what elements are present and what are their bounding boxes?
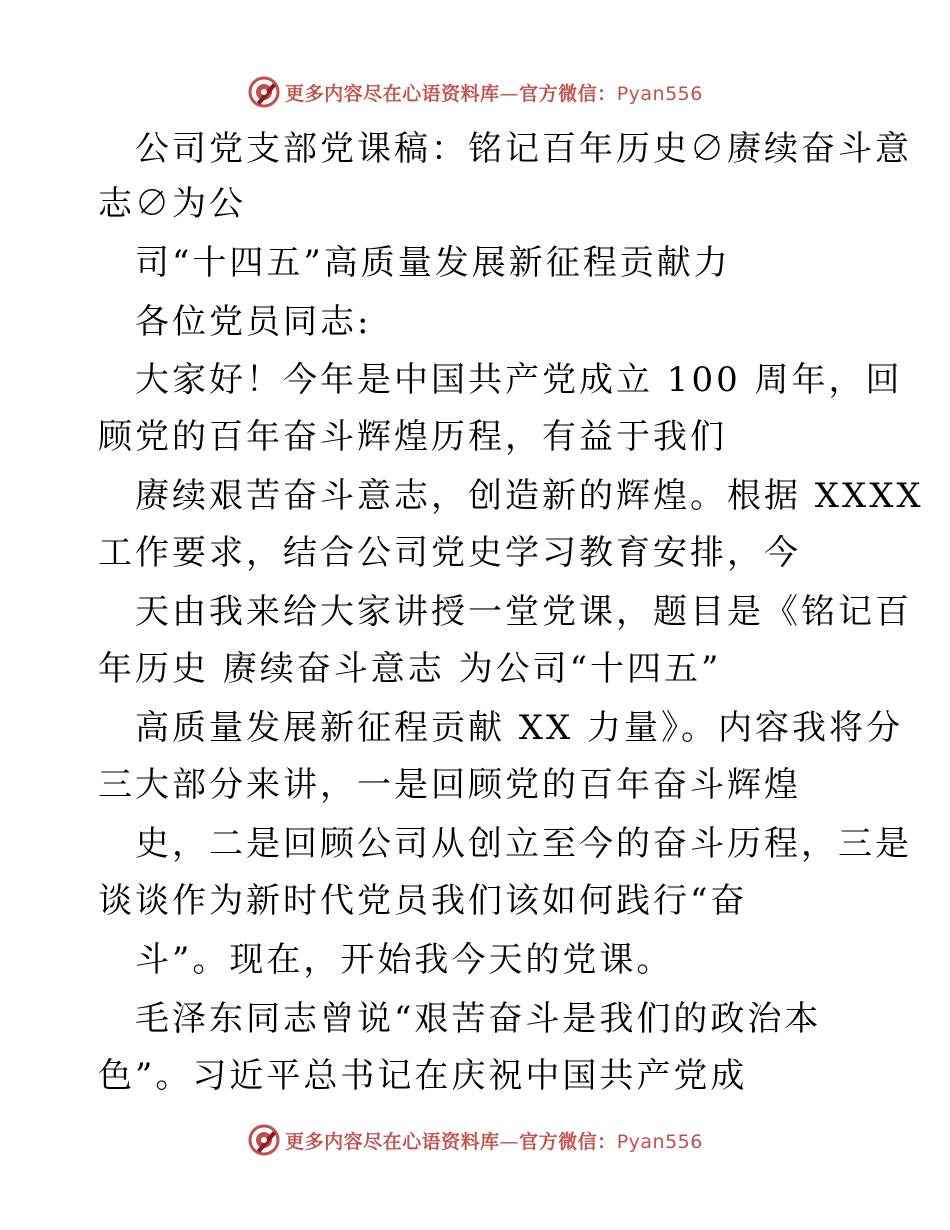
- footer-banner-title: 更多内容尽在心语资料库: [285, 1130, 500, 1153]
- text-line: 司“十四五”高质量发展新征程贡献力: [135, 243, 731, 283]
- footer-banner-official: 官方微信：: [519, 1130, 617, 1153]
- text-line: 谈谈作为新时代党员我们该如何践行“奋: [98, 881, 748, 921]
- text-line: 高质量发展新征程贡献 XX 力量》。内容我将分: [135, 708, 904, 748]
- text-line: 斗”。现在，开始我今天的党课。: [135, 940, 674, 980]
- header-banner-title: 更多内容尽在心语资料库: [285, 82, 500, 105]
- header-banner-dash: —: [499, 82, 520, 105]
- text-line: 顾党的百年奋斗辉煌历程，有益于我们: [98, 417, 727, 457]
- text-line: 公司党支部党课稿：铭记百年历史∅赓续奋斗意: [135, 129, 912, 169]
- header-banner: [0, 72, 950, 112]
- text-line: 大家好！今年是中国共产党成立 100 周年，回: [135, 360, 903, 400]
- footer-banner: [0, 1120, 950, 1160]
- text-line: 年历史 赓续奋斗意志 为公司“十四五”: [98, 649, 722, 689]
- header-banner-account: Pyan556: [616, 82, 703, 105]
- text-line: 色”。习近平总书记在庆祝中国共产党成: [98, 1056, 748, 1096]
- text-line: 史，二是回顾公司从创立至今的奋斗历程，三是: [135, 824, 912, 864]
- header-banner-official: 官方微信：: [519, 82, 617, 105]
- header-banner-text: [285, 79, 703, 106]
- text-line: 毛泽东同志曾说“艰苦奋斗是我们的政治本: [135, 999, 822, 1039]
- seal-pen-logo-icon: [247, 1123, 281, 1157]
- text-line: 工作要求，结合公司党史学习教育安排，今: [98, 533, 801, 573]
- seal-pen-logo-icon: [247, 75, 281, 109]
- footer-banner-account: Pyan556: [616, 1130, 703, 1153]
- text-line: 天由我来给大家讲授一堂党课，题目是《铭记百: [135, 592, 912, 632]
- text-line: 各位党员同志:: [135, 302, 372, 342]
- text-line: 志∅为公: [98, 184, 246, 224]
- text-line: 赓续艰苦奋斗意志，创造新的辉煌。根据 XXXX: [135, 476, 924, 516]
- footer-banner-text: [285, 1127, 703, 1154]
- footer-banner-dash: —: [499, 1130, 520, 1153]
- text-line: 三大部分来讲，一是回顾党的百年奋斗辉煌: [98, 765, 801, 805]
